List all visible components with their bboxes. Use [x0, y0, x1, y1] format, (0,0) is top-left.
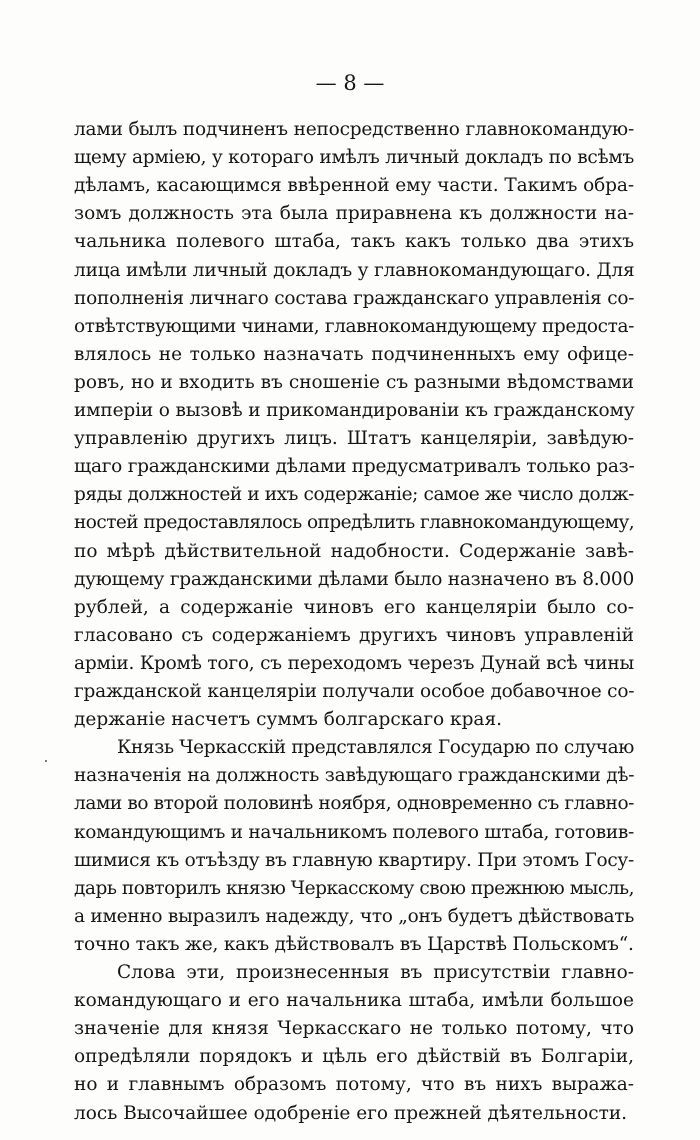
text-line: назначенія на должность завѣдующаго гражданскими дѣ- [74, 765, 635, 787]
text-line: чальника полевого штаба, такъ какъ только два этихъ [74, 231, 634, 253]
paragraph-start-line: Князь Черкасскій представлялся Государю по случаю [117, 737, 634, 759]
text-line: влялось не только назначать подчиненныхъ ему офице- [74, 343, 634, 365]
text-line: лось Высочайшее одобреніе его прежней дѣятельности. [74, 1102, 628, 1124]
text-line: арміи. Кромѣ того, съ переходомъ черезъ Дунай всѣ чины [74, 652, 634, 674]
text-line: держаніе насчетъ суммъ болгарскаго края. [74, 709, 503, 731]
paragraph-start-line: Слова эти, произнесенныя въ присутствіи главно- [117, 962, 634, 983]
text-line: лица имѣли личный докладъ у главнокомандующаго. Для [74, 259, 635, 281]
text-line: командующимъ и начальникомъ полевого штаба, готовив- [74, 821, 634, 843]
text-line: опредѣляли порядокъ и цѣль его дѣйствій въ Болгаріи, [74, 1046, 634, 1068]
text-line: зомъ должность эта была приравнена къ должности на- [74, 203, 634, 225]
text-line: по мѣрѣ дѣйствительной надобности. Содержаніе завѣ- [74, 540, 634, 562]
text-line: значеніе для князя Черкасскаго не только потому, что [74, 1018, 634, 1040]
text-line: ностей предоставлялось опредѣлить главнокомандующему, [74, 512, 635, 534]
text-line: отвѣтствующими чинами, главнокомандующему предоста- [74, 315, 634, 337]
page-number: — 8 — [315, 71, 385, 95]
text-line: лами былъ подчиненъ непосредственно главнокомандую- [74, 119, 634, 140]
text-line: но и главнымъ образомъ потому, что въ нихъ выража- [74, 1074, 634, 1096]
text-line: гласовано съ содержаніемъ другихъ чиновъ управленій [74, 624, 634, 646]
print-speck [45, 760, 47, 762]
text-line: гражданской канцеляріи получали особое добавочное со- [74, 681, 635, 702]
text-line: а именно выразилъ надежду, что „онъ будетъ дѣйствовать [74, 905, 635, 927]
text-line: дарь повторилъ князю Черкасскому свою прежнюю мысль, [74, 877, 634, 899]
text-line: лами во второй половинѣ ноября, одновременно съ главно- [74, 793, 634, 815]
text-line: пополненія личнаго состава гражданскаго управленія со- [74, 287, 635, 309]
text-line: дѣламъ, касающимся ввѣренной ему части. Такимъ обра- [74, 175, 634, 197]
text-line: щаго гражданскими дѣлами предусматривалъ только раз- [74, 456, 635, 478]
text-line: управленію другихъ лицъ. Штатъ канцеляріи, завѣдую- [74, 428, 634, 450]
text-line: щему арміею, у котораго имѣлъ личный докладъ по всѣмъ [74, 147, 634, 169]
text-line: шимися къ отъѣзду въ главную квартиру. При этомъ Госу- [74, 849, 634, 871]
text-line: рублей, а содержаніе чиновъ его канцеляріи было со- [74, 596, 634, 618]
text-line: дующему гражданскими дѣлами было назначено въ 8.000 [74, 568, 634, 590]
text-line: точно такъ же, какъ дѣйствовалъ въ Царствѣ Польскомъ“. [74, 933, 634, 955]
text-line: ровъ, но и входить въ сношеніе съ разными вѣдомствами [74, 371, 634, 393]
text-line: имперіи о вызовѣ и прикомандированіи къ гражданскому [74, 400, 635, 421]
text-line: ряды должностей и ихъ содержаніе; самое же число долж- [74, 484, 634, 506]
text-line: командующаго и его начальника штаба, имѣли большое [74, 990, 634, 1012]
